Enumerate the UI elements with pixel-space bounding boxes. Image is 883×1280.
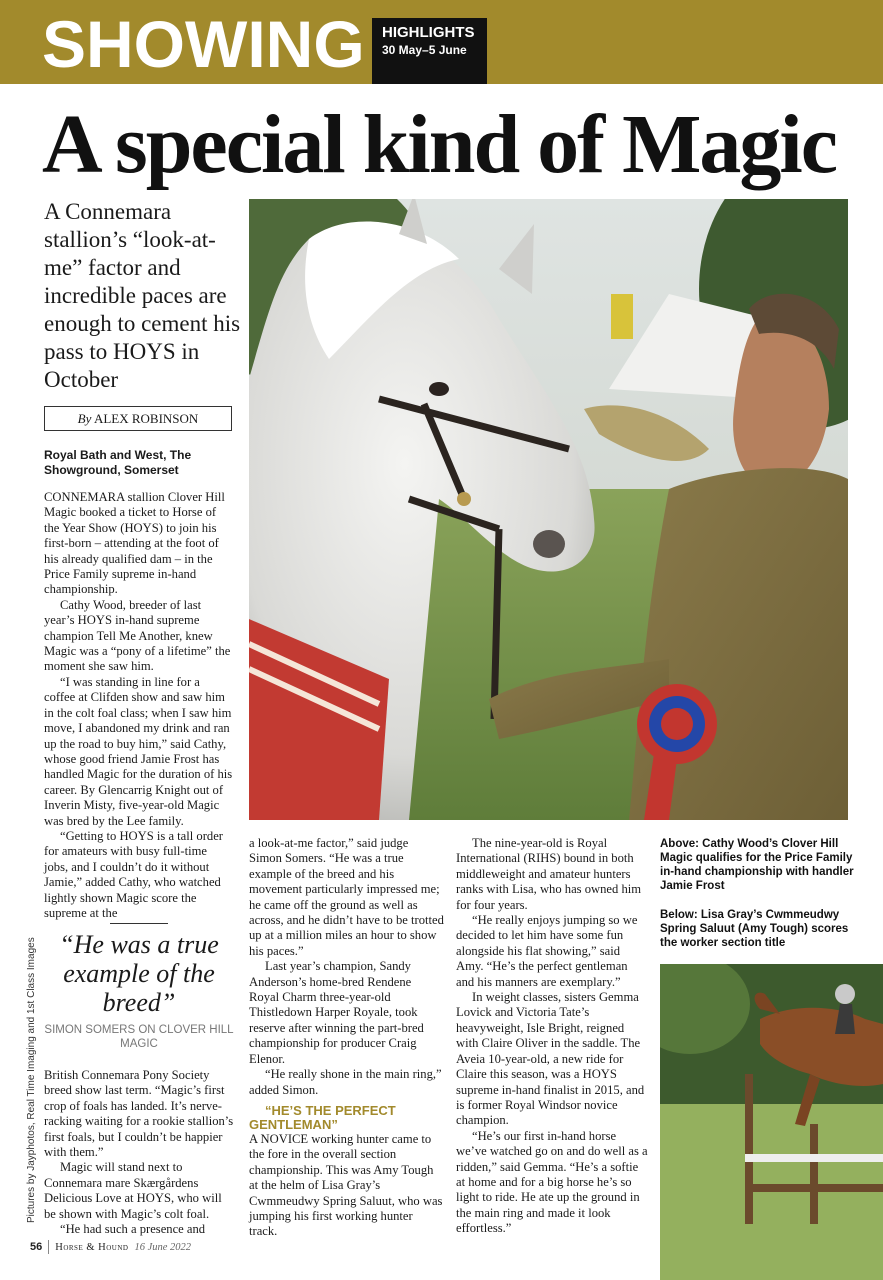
headline: A special kind of Magic: [42, 98, 837, 191]
body-paragraph: “He really shone in the main ring,” added Simon.: [249, 1067, 442, 1097]
byline-author: ALEX ROBINSON: [93, 411, 199, 426]
body-paragraph: “Getting to HOYS is a tall order for amateurs with busy full-time jobs, and I couldn’t do it without Jamie,” added Cathy, who watched lightly shown Magic score the supreme at the: [44, 828, 223, 920]
highlights-box: [372, 18, 487, 84]
pullquote: “He was a true example of the breed”: [59, 930, 219, 1017]
body-column-3: [456, 836, 648, 1237]
body-paragraph: British Connemara Pony Society breed show last term. “Magic’s first crop of foals has landed. It’s nerve-racking waiting for a rookie stallion’s first foals, but I couldn’t be happier with them.”: [44, 1068, 234, 1160]
body-column-1-continued: [44, 1068, 234, 1237]
body-paragraph: The nine-year-old is Royal International (RIHS) bound in both middleweight and amateur hunters ranks with Lisa, who has owned him for four years.: [456, 836, 642, 912]
section-title: SHOWING: [42, 7, 365, 81]
pullquote-attribution: SIMON SOMERS ON CLOVER HILL MAGIC: [44, 1024, 234, 1050]
page-number: 56: [30, 1241, 43, 1253]
caption-below: Below: Lisa Gray’s Cwmmeudwy Spring Saluut (Amy Tough) scores the worker section title: [660, 909, 849, 949]
main-photo: [249, 199, 848, 820]
standfirst: A Connemara stallion’s “look-at-me” factor and incredible paces are enough to cement his pass to HOYS in October: [44, 199, 241, 392]
caption-above: Above: Cathy Wood’s Clover Hill Magic qualifies for the Price Family in-hand championship with handler Jamie Frost: [660, 838, 854, 892]
body-paragraph: Cathy Wood, breeder of last year’s HOYS in-hand supreme champion Tell Me Another, knew Magic was a “pony of a lifetime” the moment she saw him.: [44, 597, 231, 674]
body-paragraph: a look-at-me factor,” said judge Simon Somers. “He was a true example of the breed and his movement particularly impressed me; he came off the ground as well as across, and he didn’t have to be trotted up at a million miles an hour to show his paces.”: [249, 836, 444, 958]
body-paragraph: “He’s our first in-hand horse we’ve watched go on and do well as a ridden,” said Gemma. “He’s a softie at home and for a big horse he’s so light to ride. He ate up the ground in the main ring and made it look effortless.”: [456, 1128, 648, 1236]
magazine-name: Horse & Hound: [55, 1241, 129, 1253]
body-column-1: [44, 490, 234, 921]
highlights-dates: 30 May–5 June: [382, 43, 467, 57]
subheading: “HE’S THE PERFECT GENTLEMAN”: [249, 1102, 396, 1132]
body-paragraph: A NOVICE working hunter came to the fore in the overall section championship. This was Amy Tough at the helm of Lisa Gray’s Cwmmeudwy Spring Saluut, who was jumping his first working hunter track.: [249, 1131, 443, 1239]
body-paragraph: Magic will stand next to Connemara mare Skærgårdens Delicious Love at HOYS, who will be shown with Magic’s colt foal.: [44, 1160, 222, 1221]
issue-date: 16 June 2022: [134, 1241, 192, 1253]
jumping-photo-illustration: [660, 964, 883, 1280]
highlights-title: HIGHLIGHTS: [382, 24, 475, 41]
byline-prefix: By: [77, 411, 92, 426]
body-paragraph: “He really enjoys jumping so we decided to let him have some fun alongside his flat showing,” said Amy. “He’s the perfect gentleman and his manners are exemplary.”: [456, 913, 638, 989]
body-paragraph: “I was standing in line for a coffee at Clifden show and saw him in the colt foal class; when I saw him move, I abandoned my drink and ran up the road to buy him,” said Cathy, whose good friend Jamie Frost has handled Magic for the duration of his career. By Glencarrig Knight out of Inverin Misty, five-year-old Magic was bred by the Lee family.: [44, 674, 233, 828]
body-paragraph: Last year’s champion, Sandy Anderson’s home-bred Rendene Royal Charm three-year-old Thistledown Harper Royale, took reserve after winning the part-bred championship for producer Craig Elenor.: [249, 959, 424, 1066]
byline: [44, 406, 232, 431]
pullquote-rule: [110, 923, 168, 924]
jumping-photo: [660, 964, 883, 1280]
photo-credit: [24, 937, 37, 1225]
footer-divider: [48, 1240, 49, 1254]
body-paragraph: In weight classes, sisters Gemma Lovick and Victoria Tate’s heavyweight, Isle Bright, reigned with Claire Oliver in the saddle. The Aveia 10-year-old, a new ride for Claire this season, was a HOYS supreme in-hand finalist in 2015, and is former Royal Windsor novice champion.: [456, 990, 645, 1128]
body-paragraph: CONNEMARA stallion Clover Hill Magic booked a ticket to Horse of the Year Show (HOYS) to join his first-born – attending at the foot of his already qualified dam – in the Price Family supreme in-hand championship.: [44, 490, 225, 597]
page-footer: [30, 1240, 191, 1254]
section-header-bar: [0, 0, 883, 84]
main-photo-illustration: [249, 199, 848, 820]
venue-label: Royal Bath and West, The Showground, Somerset: [44, 448, 192, 477]
body-paragraph: “He had such a presence and: [60, 1222, 206, 1237]
body-column-2: [249, 836, 444, 1240]
photo-credit-text: Pictures by Jayphotos, Real Time Imaging and 1st Class Images: [26, 937, 37, 1223]
